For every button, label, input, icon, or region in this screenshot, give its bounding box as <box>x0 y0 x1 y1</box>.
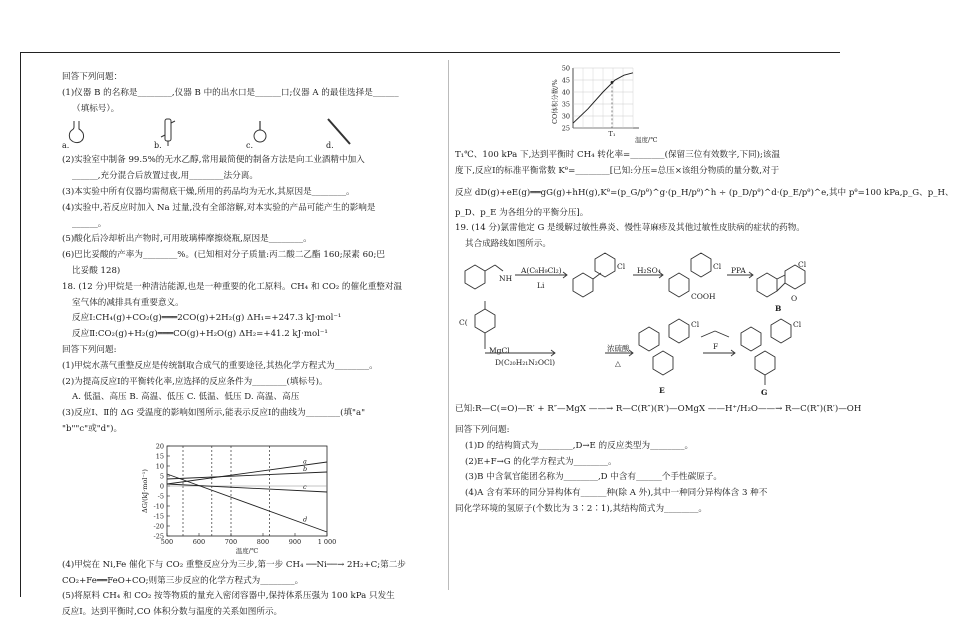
cl-label: Cl <box>691 319 700 329</box>
left-column <box>62 70 442 621</box>
y-tick-label: -15 <box>153 512 164 521</box>
y-tick-label: 20 <box>155 442 164 451</box>
text-line: 反应Ⅰ。达到平衡时,CO 体积分数与温度的关系如图所示。 <box>62 607 283 618</box>
reagent-a-label: A(C₈H₉Cl₂) <box>521 265 562 275</box>
compound-b-label: B <box>775 303 782 313</box>
text-line: (1)D 的结构简式为________,D→E 的反应类型为________。 <box>465 440 694 451</box>
y-tick-label: 50 <box>561 64 570 73</box>
text-line: 度下,反应Ⅰ的标准平衡常数 Kᶿ=________[已知:分压=总压×该组分物质的量分数,对于 <box>455 165 780 176</box>
series-label: c <box>303 482 307 491</box>
cl-label: Cl <box>798 259 807 269</box>
x-tick-label: 800 <box>256 537 270 546</box>
reaction-2: 反应Ⅱ:CO₂(g)+H₂(g)═══CO(g)+H₂O(g) ΔH₂=+41.2 kJ·mol⁻¹ <box>72 329 328 340</box>
apparatus-label: d. <box>326 140 334 150</box>
text-line: T₁℃、100 kPa 下,达到平衡时 CH₄ 转化率=________(保留三位有效数字,下同);该温 <box>455 150 781 160</box>
left-border <box>20 52 21 597</box>
reagent-c-label: C( <box>459 317 468 327</box>
right-column <box>455 62 954 518</box>
question-19-heading: 19. (14 分)氯雷他定 G 是缓解过敏性鼻炎、慢性荨麻疹及其他过敏性皮肤病的症状的药物。 <box>455 223 805 234</box>
cl-label: Cl <box>793 319 802 329</box>
text-line: 回答下列问题: <box>455 424 510 435</box>
text-line: (6)巴比妥酸的产率为________%。(已知相对分子质量:丙二酸二乙酯 160;尿素 60;巴 <box>62 250 385 261</box>
text-line: (1)仪器 B 的名称是________,仪器 B 中的出水口是______口;仪器 A 的最佳选择是______ <box>62 87 399 98</box>
text-line: (4)甲烷在 Ni,Fe 催化下与 CO₂ 重整反应分为三步,第一步 CH₄ ──Ni──→ 2H₂+C;第二步 <box>62 559 406 570</box>
y-tick-label: 10 <box>155 462 164 471</box>
text-line: 回答下列问题: <box>62 344 117 355</box>
nh-label: NH <box>499 273 513 283</box>
carbonyl-o-label: O <box>791 293 798 303</box>
y-tick-label: -25 <box>153 532 164 541</box>
mgcl-label: MgCl <box>489 345 510 355</box>
delta-g-plot-area <box>141 442 336 555</box>
apparatus-label: b. <box>154 140 162 150</box>
text-line: 其合成路线如图所示。 <box>465 239 551 250</box>
reagent-h2so4-label: H₂SO₄ <box>637 265 661 275</box>
text-line: 比妥酸 128) <box>72 265 121 276</box>
x-tick-label: 700 <box>224 537 238 546</box>
co-plot-area <box>550 65 657 145</box>
pyridine-ring-icon <box>465 265 485 289</box>
y-tick-label: -5 <box>157 492 164 501</box>
y-axis-label: CO体积分数/% <box>551 79 559 124</box>
apparatus-label: a. <box>62 140 70 150</box>
text-line: ______。 <box>72 218 107 229</box>
text-line: （填标号）。 <box>72 103 120 114</box>
apparatus-options <box>62 117 442 153</box>
text-line: (3)B 中含氧官能团名称为________,D 中含有______个手性碳原子。 <box>465 472 723 483</box>
compound-g-label: G <box>761 387 768 397</box>
t1-point <box>611 81 614 84</box>
x-tick-label: T₁ <box>608 130 616 138</box>
text-line: (2)实验室中制备 99.5%的无水乙醇,常用最简便的制备方法是向工业酒精中加入 <box>62 155 365 166</box>
cl-label: Cl <box>713 261 722 271</box>
series-label: d <box>303 515 308 524</box>
question-18-heading: 18. (12 分)甲烷是一种清洁能源,也是一种重要的化工原料。CH₄ 和 CO₂ 的催化重整对温 <box>62 281 403 292</box>
compound-e-label: E <box>659 385 665 395</box>
y-tick-label: 45 <box>561 76 570 85</box>
text-line: p_D、p_E 为各组分的平衡分压]。 <box>455 207 589 218</box>
x-tick-label: 900 <box>288 537 302 546</box>
text-line: "b""c"或"d")。 <box>62 423 123 434</box>
text-line: (5)将原料 CH₄ 和 CO₂ 按等物质的量充入密闭容器中,保持体系压强为 100 kPa 只发生 <box>62 591 395 602</box>
text-line: ______,充分混合后放置过夜,用________法分离。 <box>72 171 258 182</box>
cl-label: Cl <box>617 261 626 271</box>
x-axis-label: 温度/℃ <box>635 136 658 144</box>
text-line: (5)酸化后冷却析出产物时,可用玻璃棒摩擦烧瓶,原因是________。 <box>62 234 312 245</box>
reagent-f-label: F <box>713 341 719 351</box>
reaction-1: 反应Ⅰ:CH₄(g)+CO₂(g)═══2CO(g)+2H₂(g) ΔH₁=+247.3 kJ·mol⁻¹ <box>72 313 342 324</box>
series-label: b <box>303 464 308 473</box>
column-divider <box>448 60 449 590</box>
y-tick-label: 25 <box>561 124 570 133</box>
text-line: (1)甲烷水蒸气重整反应是传统制取合成气的重要途径,其热化学方程式为________。 <box>62 360 378 371</box>
text-line: (2)E+F→G 的化学方程式为________。 <box>465 456 617 467</box>
text-line: (2)为提高反应Ⅰ的平衡转化率,应选择的反应条件为________(填标号)。 <box>62 376 328 387</box>
synthesis-scheme <box>455 253 810 395</box>
apparatus-label: c. <box>246 140 254 150</box>
x-tick-label: 500 <box>160 537 174 546</box>
y-tick-label: 5 <box>159 472 164 481</box>
y-axis-label: ΔG/(kJ·mol⁻¹) <box>141 468 149 513</box>
delta-g-chart <box>62 440 442 558</box>
compound-d-label: D(C₂₀H₂₁N₂OCl) <box>495 357 556 367</box>
top-border <box>20 52 840 53</box>
y-tick-label: 40 <box>561 88 570 97</box>
series-label: a <box>303 457 307 466</box>
text-line: (3)本实验中所有仪器均需彻底干燥,所用的药品均为无水,其原因是________。 <box>62 186 355 197</box>
text-line: 同化学环境的氢原子(个数比为 3∶2∶1),其结构简式为________。 <box>455 503 708 514</box>
reagent-ppa-label: PPA <box>731 265 746 275</box>
x-tick-label: 600 <box>192 537 206 546</box>
y-tick-label: -20 <box>153 522 164 531</box>
y-tick-label: 15 <box>155 452 164 461</box>
options-line: A. 低温、高压 B. 高温、低压 C. 低温、低压 D. 高温、高压 <box>72 392 300 403</box>
known-reaction: 已知:R—C(=O)—R′ + R″—MgX ——→ R—C(R″)(R′)—OMgX ——H⁺/H₂O——→ R—C(R″)(R′)—OH <box>455 403 862 414</box>
y-tick-label: 30 <box>561 112 570 121</box>
y-tick-label: 35 <box>561 100 570 109</box>
equilibrium-constant-formula: 反应 dD(g)+eE(g)══gG(g)+hH(g),Kᶿ=(p_G/pᶿ)^g·(p_H/pᶿ)^h ÷ (p_D/pᶿ)^d·(p_E/pᶿ)^e,其中 pᶿ=100 kPa,p_G、p_H、 <box>455 187 954 198</box>
text-line: (4)A 含有苯环的同分异构体有______种(除 A 外),其中一种同分异构体含 3 种不 <box>465 488 768 499</box>
text-line: (4)实验中,若反应时加入 Na 过量,没有全部溶解,对本实验的产品可能产生的影响是 <box>62 202 376 213</box>
y-tick-label: -10 <box>153 502 164 511</box>
x-tick-label: 1 000 <box>317 537 337 546</box>
cooh-label: COOH <box>691 291 716 301</box>
text-line: CO₂+Fe══FeO+CO;则第三步反应的化学方程式为________。 <box>62 575 304 586</box>
co-volume-fraction-chart <box>455 62 810 144</box>
reagent-li-label: Li <box>537 280 545 290</box>
heat-label: △ <box>615 358 621 368</box>
text-line: (3)反应Ⅰ、Ⅱ的 ΔG 受温度的影响如图所示,能表示反应Ⅰ的曲线为________(填"a" <box>62 408 366 419</box>
text-line: 室气体的减排具有重要意义。 <box>72 297 184 308</box>
apparatus-a-icon <box>66 119 96 145</box>
reagent-h2so4-conc-label: 浓硫酸 <box>607 343 630 353</box>
x-axis-label: 温度/℃ <box>235 546 259 555</box>
text-line: 回答下列问题： <box>62 72 123 82</box>
y-tick-label: 0 <box>159 482 164 491</box>
